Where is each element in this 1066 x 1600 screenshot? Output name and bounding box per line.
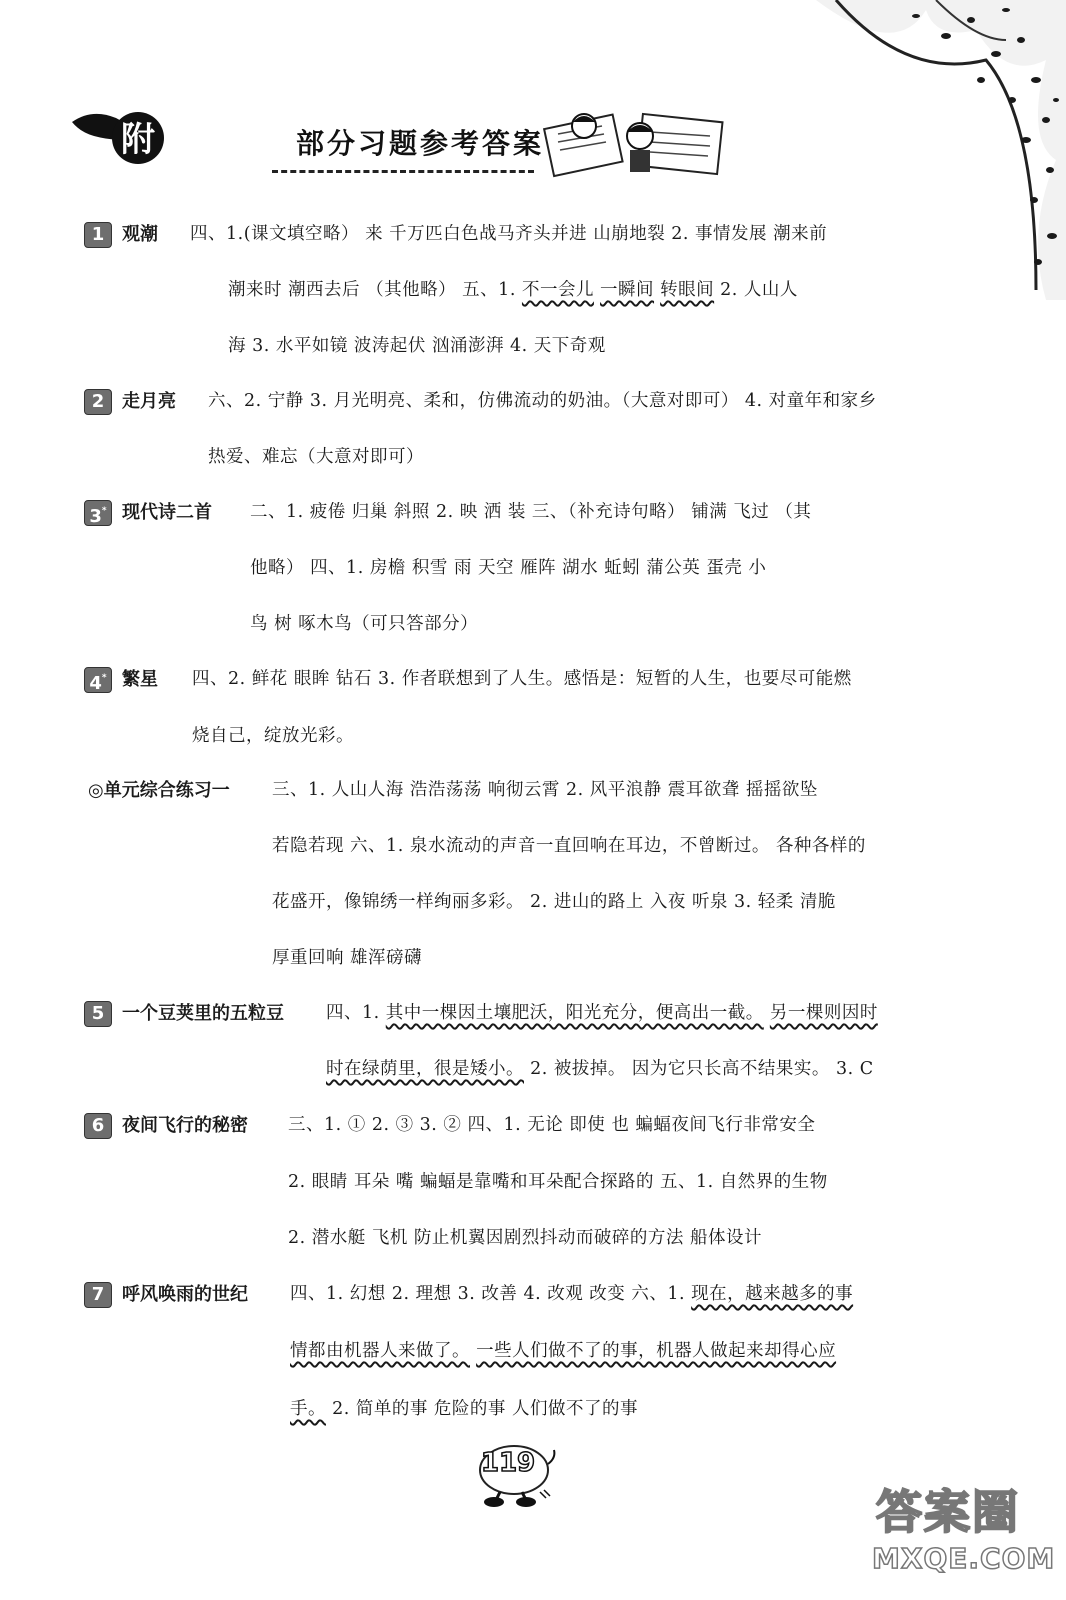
watermark-logo: 答案圈 (876, 1485, 1020, 1539)
answer-line: 若隐若现 六、1. 泉水流动的声音一直回响在耳边，不曾断过。 各种各样的 (272, 836, 866, 856)
lesson-number-badge: 1 (84, 222, 112, 248)
answer-line: 三、1. ① 2. ③ 3. ② 四、1. 无论 即使 也 蝙蝠夜间飞行非常安全 (288, 1115, 816, 1135)
answer-line: 四、1.(课文填空略） 来 千万匹白色战马齐头并进 山崩地裂 2. 事情发展 潮来前 (190, 224, 828, 244)
lesson-title: 观潮 (122, 224, 158, 245)
answer-line: 2. 潜水艇 飞机 防止机翼因剧烈抖动而破碎的方法 船体设计 (288, 1228, 762, 1248)
page-title: 部分习题参考答案 (296, 127, 545, 160)
lesson-title: 夜间飞行的秘密 (122, 1115, 248, 1136)
lesson-number-badge: 4* (84, 667, 112, 693)
lesson-number-badge: 2 (84, 389, 112, 415)
lesson-title: 走月亮 (122, 391, 176, 412)
answer-line: 时在绿荫里，很是矮小。 2. 被拔掉。 因为它只长高不结果实。 3. C (326, 1059, 874, 1079)
answer-line: 四、2. 鲜花 眼眸 钻石 3. 作者联想到了人生。感悟是：短暂的人生，也要尽可能燃 (192, 669, 852, 689)
answer-line: 潮来时 潮西去后 （其他略） 五、1. 不一会儿 一瞬间 转眼间 2. 人山人 (228, 280, 798, 300)
optional-lesson-star: * (101, 673, 107, 683)
reading-children-books-icon (540, 104, 725, 180)
answer-line: 三、1. 人山人海 浩浩荡荡 响彻云霄 2. 风平浪静 震耳欲聋 摇摇欲坠 (272, 780, 818, 800)
answer-line: 六、2. 宁静 3. 月光明亮、柔和，仿佛流动的奶油。（大意对即可） 4. 对童年和家乡 (208, 391, 877, 411)
answer-line: 手。 2. 简单的事 危险的事 人们做不了的事 (290, 1399, 638, 1419)
answer-line: 海 3. 水平如镜 波涛起伏 汹涌澎湃 4. 天下奇观 (228, 336, 606, 356)
answer-line: 热爱、难忘（大意对即可） (208, 447, 424, 467)
answer-line: 花盛开，像锦绣一样绚丽多彩。 2. 进山的路上 入夜 听泉 3. 轻柔 清脆 (272, 892, 836, 912)
lesson-number-badge: 7 (84, 1282, 112, 1308)
title-divider (272, 170, 534, 173)
section-title: ◎单元综合练习一 (88, 780, 230, 801)
lesson-number-badge: 6 (84, 1113, 112, 1139)
lesson-number-badge: 3* (84, 500, 112, 526)
optional-lesson-star: * (101, 506, 107, 516)
answer-line: 他略） 四、1. 房檐 积雪 雨 天空 雁阵 湖水 蚯蚓 蒲公英 蛋壳 小 (250, 558, 767, 578)
lesson-number-badge: 5 (84, 1001, 112, 1027)
page-number: 119 (480, 1448, 536, 1478)
answer-line: 四、1. 幻想 2. 理想 3. 改善 4. 改观 改变 六、1. 现在，越来越多的事 (290, 1284, 854, 1304)
appendix-badge: 附 (121, 120, 155, 160)
lesson-title: 繁星 (122, 669, 158, 690)
answer-line: 二、1. 疲倦 归巢 斜照 2. 映 洒 装 三、（补充诗句略） 铺满 飞过 （其 (250, 502, 812, 522)
answer-line: 2. 眼睛 耳朵 嘴 蝙蝠是靠嘴和耳朵配合探路的 五、1. 自然界的生物 (288, 1172, 828, 1192)
leaf-branch-decoration-icon (776, 0, 1066, 300)
lesson-title: 一个豆荚里的五粒豆 (122, 1003, 284, 1024)
answer-line: 烧自己，绽放光彩。 (192, 726, 354, 746)
lesson-title: 呼风唤雨的世纪 (122, 1284, 248, 1305)
watermark-url: MXQE.COM (872, 1542, 1056, 1575)
answer-line: 厚重回响 雄浑磅礴 (272, 948, 423, 968)
answer-line: 情都由机器人来做了。 一些人们做不了的事，机器人做起来却得心应 (290, 1341, 837, 1361)
lesson-title: 现代诗二首 (122, 502, 212, 523)
answer-line: 鸟 树 啄木鸟（可只答部分） (250, 614, 479, 634)
answer-line: 四、1. 其中一棵因土壤肥沃，阳光充分，便高出一截。 另一棵则因时 (326, 1003, 878, 1023)
